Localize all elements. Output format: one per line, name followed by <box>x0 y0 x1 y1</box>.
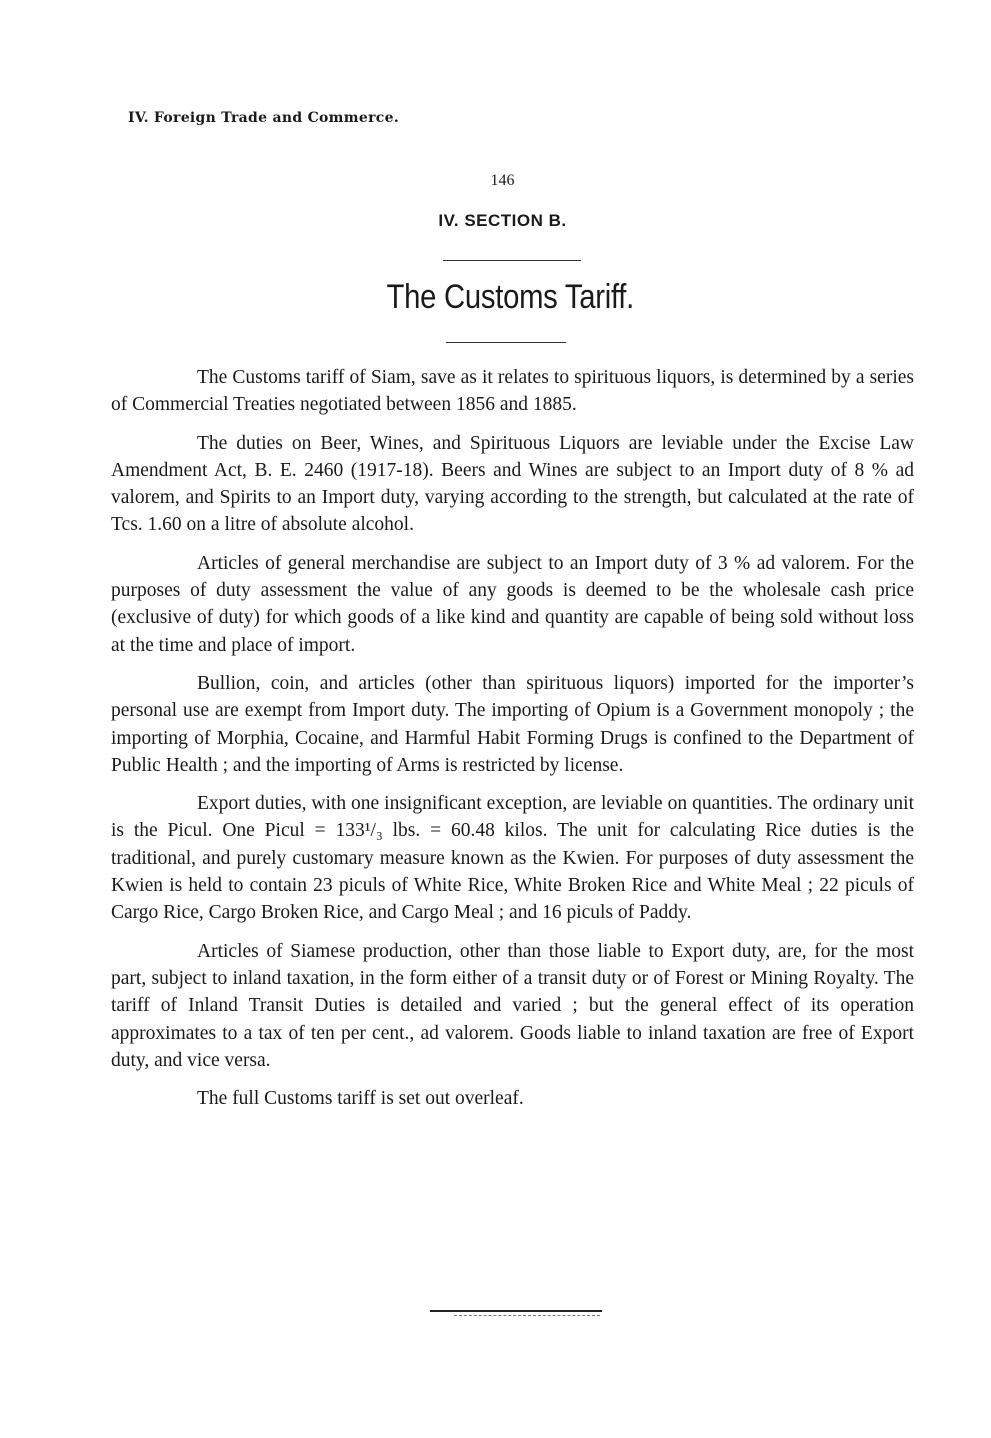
paragraph-general-merchandise: Articles of general merchandise are subject to an Import duty of 3 % ad valorem. For the purposes of duty assessment the value of any goods is deemed to be the wholesale cash price (exclusive of duty) for which goods of a like kind and quantity are capable of being sold without loss at the time and place of import. <box>111 552 914 656</box>
end-rule <box>430 1310 602 1312</box>
paragraph-export-duties: Export duties, with one insignificant exception, are leviable on quantities. The ordinary unit is the Picul. One Picul = 133¹/₃ lbs. = 60.48 kilos. The unit for calculating Rice duties is the traditional, and purely customary measure known as the Kwien. For purposes of duty assessment the Kwien is held to contain 23 piculs of White Rice, White Broken Rice and White Meal ; 22 piculs of Cargo Rice, Cargo Broken Rice, and Cargo Meal ; and 16 piculs of Paddy. <box>111 793 914 924</box>
divider-title <box>446 342 566 343</box>
body-text <box>111 364 914 1123</box>
paragraph-exemptions: Bullion, coin, and articles (other than spirituous liquors) imported for the importer’s personal use are exempt from Import duty. The importing of Opium is a Government monopoly ; the importing of Morphia, Cocaine, and Harmful Habit Forming Drugs is confined to the Department of Public Health ; and the importing of Arms is restricted by license. <box>111 672 914 776</box>
paragraph-inland-taxation: Articles of Siamese production, other than those liable to Export duty, are, for the most part, subject to inland taxation, in the form either of a transit duty or of Forest or Mining Royalty. The tariff of Inland Transit Duties is detailed and varied ; but the general effect of its operation approximates to a tax of ten per cent., ad valorem. Goods liable to inland taxation are free of Export duty, and vice versa. <box>111 940 914 1071</box>
paragraph-liquor-duties: The duties on Beer, Wines, and Spirituous Liquors are leviable under the Excise Law Amendment Act, B. E. 2460 (1917-18). Beers and Wines are subject to an Import duty of 8 % ad valorem, and Spirits to an Import duty, varying according to the strength, but calculated at the rate of Tcs. 1.60 on a litre of absolute alcohol. <box>111 432 914 536</box>
divider-top <box>443 260 581 261</box>
page-number: 146 <box>490 172 515 189</box>
end-rule-dashed <box>454 1315 600 1316</box>
paragraph-overleaf: The full Customs tariff is set out overleaf. <box>197 1088 524 1110</box>
paragraph-intro: The Customs tariff of Siam, save as it relates to spirituous liquors, is determined by a series of Commercial Treaties negotiated between 1856 and 1885. <box>111 367 914 416</box>
page-title: The Customs Tariff. <box>386 278 635 316</box>
running-head: IV. Foreign Trade and Commerce. <box>128 110 399 126</box>
section-label: IV. SECTION B. <box>438 211 567 230</box>
